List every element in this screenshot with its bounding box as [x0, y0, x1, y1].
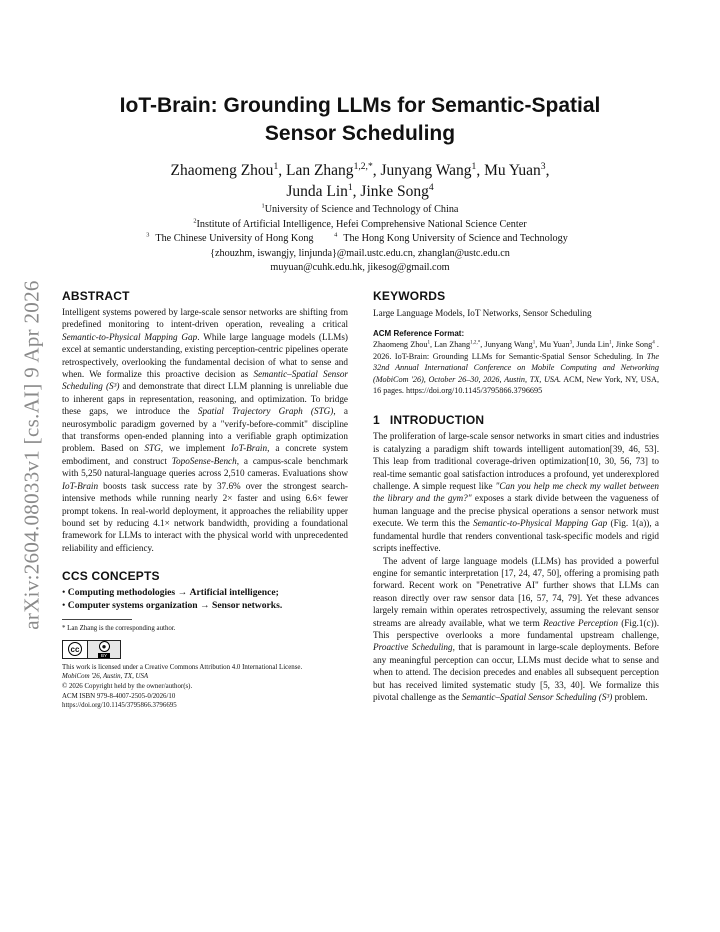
corresponding-author-note: * Lan Zhang is the corresponding author.	[62, 625, 176, 633]
intro-paragraph-1: The proliferation of large-scale sensor networks in smart cities and industries is catalyzing a paradigm shift towards intelligent automation[39, 46, 53]. This leap from traditional coverage-driven optimization[10, 30, 56, 73] to real-time semantic goal satisfaction introduces a profound, yet underexplored challenge. A simple request like "Can you help me check my wallet between the library and the gym?" exposes a stark divide between the vagueness of human language and the precise physical operations a sensor network must execute. We term this the Semantic-to-Physical Mapping Gap (Fig. 1(a)), a fundamental hurdle that renders conventional task-specific models and rigid scripts ineffective.	[373, 431, 660, 554]
ccs-line-1: • Computing methodologies → Artificial intelligence;	[62, 587, 279, 599]
right-column	[373, 288, 659, 703]
copyright-note: © 2026 Copyright held by the owner/author(s).	[62, 682, 193, 690]
author-name: Jinke Song	[360, 183, 429, 200]
arxiv-stamp	[19, 0, 44, 932]
ccs-heading: CCS CONCEPTS	[62, 569, 160, 584]
author-name: Lan Zhang	[285, 162, 354, 179]
author-name: Mu Yuan	[484, 162, 541, 179]
affiliation-3: The Chinese University of Hong Kong	[155, 233, 314, 245]
keywords-text: Large Language Models, IoT Networks, Sensor Scheduling	[373, 308, 592, 318]
affiliation-2: Institute of Artificial Intelligence, Hefei Comprehensive National Science Center	[196, 218, 527, 230]
author-affil-mark: 3	[540, 160, 546, 172]
left-column	[62, 288, 348, 711]
acm-reference-heading: ACM Reference Format:	[373, 329, 465, 339]
paper-title	[60, 92, 660, 148]
author-name: Junyang Wang	[380, 162, 472, 179]
doi-link[interactable]: https://doi.org/10.1145/3795866.3796695	[62, 702, 177, 710]
keywords-heading: KEYWORDS	[373, 289, 446, 303]
title-line-2: Sensor Scheduling	[264, 122, 456, 145]
author-affil-mark: 1	[471, 160, 477, 172]
intro-paragraph-2: The advent of large language models (LLMs) has provided a powerful engine for semantic interpretation [17, 24, 47, 50], offering a promising path forward. Recent work on "Penetrative AI" further shows that LLMs can reason directly over raw sensor data [16, 57, 74, 79]. Yet these advances largely remain within operates retrospectively, assuming the relevant sensor streams are already available, what we term Reactive Perception (Fig.1(c)). This perspective overlooks a more fundamental upstream challenge, Proactive Scheduling, that is paramount in large-scale deployments. Before any meaningful perception can occur, LLMs must decide what to sense and when to attend. The decision precedes and enables all subsequent perception but has received limited systematic study [5, 33, 40]. We formalize this pivotal challenge as the Semantic–Spatial Sensor Scheduling (S³) problem.	[373, 555, 660, 702]
affil-mark: 1	[261, 202, 265, 210]
cc-icon: cc	[63, 641, 88, 658]
affil-mark: 3	[146, 231, 150, 239]
affil-mark: 2	[193, 217, 197, 225]
ccs-line-2: • Computer systems organization → Sensor networks.	[62, 600, 283, 612]
email-line-1: {zhouzhm, iswangjy, linjunda}@mail.ustc.edu.cn, zhanglan@ustc.edu.cn	[210, 247, 510, 259]
author-list: Zhaomeng Zhou$^1$, Lan Zhang$^{1,2,*}$, Junyang Wang$^1$, Mu Yuan$^3$, Junda Lin$^1$, Jinke Song$^4$	[170, 160, 550, 200]
by-icon: ● BY	[88, 641, 120, 658]
ccs-concepts	[62, 586, 348, 612]
affiliation-1: University of Science and Technology of China	[264, 204, 459, 215]
license-note: This work is licensed under a Creative Commons Attribution 4.0 International License.	[62, 663, 303, 671]
author-affil-mark: 1,2,*	[353, 160, 373, 172]
email-line-2: muyuan@cuhk.edu.hk, jikesog@gmail.com	[270, 262, 450, 274]
author-name: Junda Lin	[286, 183, 348, 200]
author-name: Zhaomeng Zhou	[170, 162, 274, 179]
author-affil-mark: 1	[347, 181, 353, 193]
affil-mark: 4	[334, 231, 338, 239]
affiliations	[60, 203, 660, 276]
author-affil-mark: 4	[428, 181, 434, 193]
acm-reference-body: Zhaomeng Zhou$^1$, Lan Zhang$^{1,2,*}$, Junyang Wang$^1$, Mu Yuan$^3$, Junda Lin$^1$, Jinke Song$^4$ . 2026. IoT-Brain: Grounding LLMs for Semantic-Spatial Sensor Scheduling. In The 32nd Annual International Conference on Mobile Computing and Networking (MobiCom '26), October 26–30, 2026, Austin, TX, USA. ACM, New York, NY, USA, 16 pages. https://doi.org/10.1145/3795866.3796695	[373, 339, 660, 396]
abstract-body: Intelligent systems powered by large-scale sensor networks are shifting from predefined monitoring to intent-driven operation, revealing a critical Semantic-to-Physical Mapping Gap. While large language models (LLMs) excel at semantic understanding, existing perception-centric pipelines operate retrospectively, overlooking the fundamental decision of what to sense and when. We formalize this proactive decision as Semantic–Spatial Sensor Scheduling (S³) and demonstrate that direct LLM planning is unreliable due to inherent gaps in representation, reasoning, and optimization. To bridge these gaps, we introduce the Spatial Trajectory Graph (STG), a neurosymbolic paradigm governed by a "verify-before-commit" discipline that transforms open-ended planning into a verifiable graph optimization problem. Based on STG, we implement IoT-Brain, a concrete system embodiment, and construct TopoSense-Bench, a campus-scale benchmark with 5,250 natural-language queries across 2,510 cameras. Evaluations show IoT-Brain boosts task success rate by 37.6% over the strongest search-intensive methods while running nearly 2× faster and using 6.6× fewer prompt tokens. In real-world deployment, it approaches the reliability upper bound set by reducing 4.1× network bandwidth, providing a foundational framework for LLMs to interact with the physical world with unprecedented reliability and efficiency.	[62, 307, 349, 553]
title-line-1: IoT-Brain: Grounding LLMs for Semantic-Spatial	[119, 94, 601, 117]
cc-by-license-badge[interactable]	[62, 640, 121, 659]
author-affil-mark: 1	[273, 160, 279, 172]
footnote-rule	[62, 619, 132, 620]
affiliation-4: The Hong Kong University of Science and Technology	[343, 233, 568, 245]
arxiv-stamp-text: arXiv:2604.08033v1 [cs.AI] 9 Apr 2026	[19, 280, 44, 630]
conference-note: MobiCom '26, Austin, TX, USA	[62, 673, 149, 681]
abstract-heading: ABSTRACT	[62, 289, 130, 303]
introduction-heading: 1 INTRODUCTION	[373, 413, 485, 428]
isbn-note: ACM ISBN 979-8-4007-2505-0/2026/10	[62, 692, 176, 700]
